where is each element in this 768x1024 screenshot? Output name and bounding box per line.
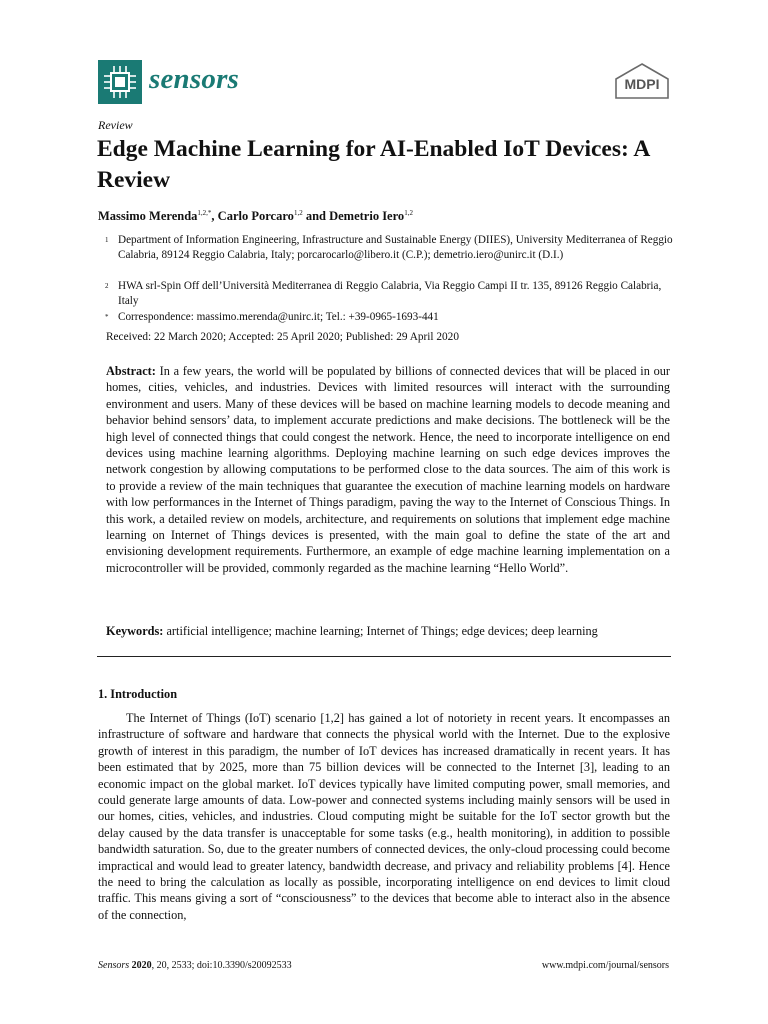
- footer-year: 2020: [131, 960, 152, 971]
- author-list: [98, 209, 413, 224]
- chip-icon: [98, 60, 142, 104]
- abstract-text: In a few years, the world will be populated by billions of connected devices that will be placed in our homes, cities, vehicles, and industries. Devices with limited resources will interact with the surrounding environment and users. Many of these devices will be based on machine learning models to decode meaning and behavior behind sensors’ data, to implement accurate predictions and make decisions. The bottleneck will be the high level of connected things that could congest the network. Hence, the need to incorporate intelligence on end devices using machine learning algorithms. Deploying machine learning on such edge devices improves the network congestion by allowing computations to be performed close to the data sources. The aim of this work is to provide a review of the main techniques that guarantee the execution of machine learning models on hardware with low performances in the Internet of Things paradigm, paving the way to the Internet of Conscious Things. In this work, a detailed review on models, architecture, and requirements on solutions that implement edge machine learning on Internet of Things devices is presented, with the main goal to define the state of the art and envisioning development requirements. Furthermore, an example of edge machine learning implementation on a microcontroller will be provided, commonly regarded as the machine learning “Hello World”.: [106, 364, 670, 575]
- article-title: Edge Machine Learning for AI-Enabled IoT Devices: A Review: [97, 136, 650, 193]
- affiliation-2: [98, 279, 678, 309]
- citation-footer: [98, 960, 292, 971]
- affiliation-text: HWA srl-Spin Off dell’Università Mediterranea di Reggio Calabria, Via Reggio Campi II tr. 135, 89126 Reggio Calabria, Italy: [118, 280, 662, 308]
- affiliation-text: Department of Information Engineering, Infrastructure and Sustainable Energy (DIIES), University Mediterranea of Reggio Calabria, 89124 Reggio Calabria, Italy; porcarocarlo@libero.it (C.P.); demetrio.iero@unirc.it (D.I.): [118, 234, 673, 262]
- mdpi-logo: [612, 62, 672, 100]
- affiliation-mark: 2: [105, 282, 109, 290]
- affiliation-1: [98, 233, 678, 263]
- abstract: [106, 363, 670, 576]
- section-divider: [97, 656, 671, 657]
- author-name: Demetrio Iero: [329, 209, 405, 223]
- keywords: [106, 624, 670, 639]
- footer-journal: Sensors: [98, 960, 130, 971]
- author-affiliation-mark: 1,2: [404, 209, 413, 217]
- correspondence: [98, 310, 678, 325]
- affiliation-mark: 1: [105, 236, 109, 244]
- publication-dates: Received: 22 March 2020; Accepted: 25 April 2020; Published: 29 April 2020: [106, 331, 459, 343]
- author-affiliation-mark: 1,2,*: [197, 209, 212, 217]
- abstract-label: Abstract:: [106, 364, 156, 378]
- journal-url-link[interactable]: www.mdpi.com/journal/sensors: [541, 960, 669, 971]
- keywords-label: Keywords:: [106, 624, 164, 638]
- article-type: Review: [98, 118, 133, 132]
- journal-name: sensors: [149, 63, 240, 95]
- author-affiliation-mark: 1,2: [293, 209, 303, 217]
- intro-paragraph: The Internet of Things (IoT) scenario [1,2] has gained a lot of notoriety in recent years. It encompasses an infrastructure of software and hardware that connects the physical world with the Internet. Due to the explosive growth of interest in this paradigm, the number of IoT devices has increased dramatically in recent years. It has been estimated that by 2025, more than 75 billion devices will be connected to the Internet [3], leading to an economic impact on the global market. IoT devices typically have limited computing power, small memories, and could generate large amounts of data. Low-power and connected systems including mainly sensors will be used in our homes, cities, vehicles, and industries. Cloud computing might be suitable for the IoT sector growth but the delay caused by the data transfer is unacceptable for some tasks (e.g., health monitoring), in addition to possible bandwidth saturation. So, due to the greater numbers of connected devices, the only-cloud processing could become impractical and would lead to greater latency, bandwidth decrease, and privacy and reliability problems [4]. Hence the need to bring the calculation as locally as possible, incorporating intelligence on end devices to limit cloud traffic. This means giving a sort of “consciousness” to the devices that become able to interact also in the absence of the connection,: [98, 711, 670, 922]
- author-name: Carlo Porcaro: [217, 209, 294, 223]
- author-name: Massimo Merenda: [98, 209, 198, 223]
- affiliation-text: Correspondence: massimo.merenda@unirc.it; Tel.: +39-0965-1693-441: [118, 311, 439, 323]
- publisher-name: MDPI: [624, 76, 660, 92]
- journal-logo: [98, 60, 142, 104]
- section-heading: 1. Introduction: [98, 687, 178, 701]
- footer-citation: , 20, 2533; doi:10.3390/s20092533: [151, 960, 292, 971]
- keywords-text: artificial intelligence; machine learning; Internet of Things; edge devices; deep learning: [166, 624, 598, 638]
- author-separator: ,: [211, 209, 218, 223]
- author-separator: and: [302, 209, 330, 223]
- affiliation-mark: *: [105, 313, 109, 321]
